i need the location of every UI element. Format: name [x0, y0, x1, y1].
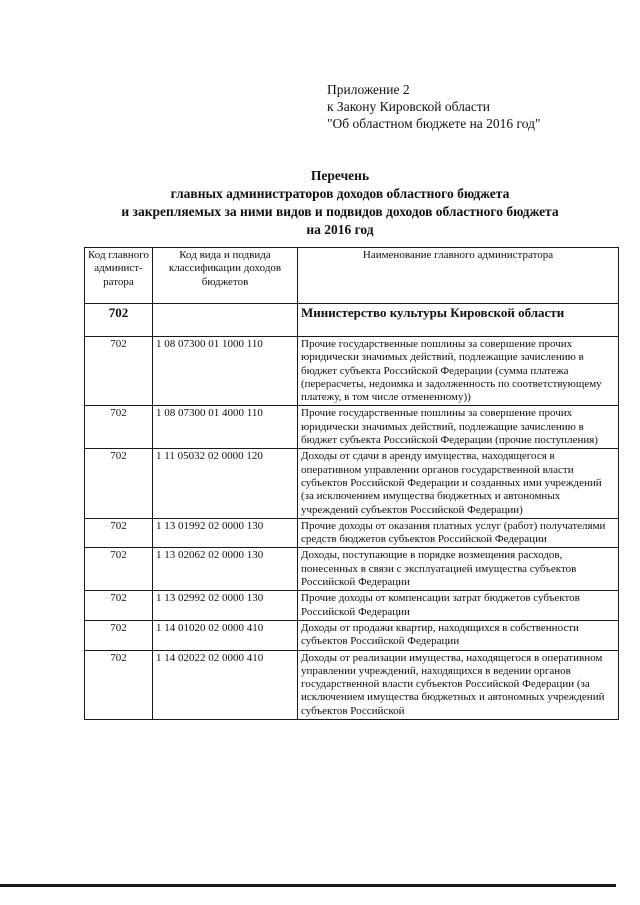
row-admin-code: 702 [85, 518, 153, 548]
row-kbk-code: 1 13 02062 02 0000 130 [153, 548, 298, 591]
appendix-line: Приложение 2 [327, 82, 410, 97]
row-income-name: Доходы, поступающие в порядке возмещения расходов, понесенных в связи с эксплуатацией имущества субъектов Российской Федерации [298, 548, 619, 591]
row-income-name: Прочие государственные пошлины за совершение прочих юридически значимых действий, подлежащие зачислению в бюджет субъекта Российской Федерации (прочие поступления) [298, 406, 619, 449]
row-kbk-code: 1 11 05032 02 0000 120 [153, 449, 298, 518]
row-income-name: Прочие государственные пошлины за совершение прочих юридически значимых действий, подлежащие зачислению в бюджет субъекта Российской Федерации (сумма платежа (перерасчеты, недоимка и задолженность по соответствующему платежу, в том числе отмененному)) [298, 337, 619, 406]
header-admin-name: Наименование главного администратора [298, 248, 619, 304]
title-line: Перечень [310, 168, 370, 183]
ministry-kbk [153, 304, 298, 337]
table-header-row [85, 248, 619, 304]
row-income-name: Прочие доходы от оказания платных услуг (работ) получателями средств бюджетов субъектов Российской Федерации [298, 518, 619, 548]
appendix-line: "Об областном бюджете на 2016 год" [327, 116, 541, 131]
title-line: на 2016 год [306, 222, 374, 237]
row-admin-code: 702 [85, 406, 153, 449]
row-admin-code: 702 [85, 449, 153, 518]
table-row [85, 591, 619, 621]
table-row [85, 406, 619, 449]
title-line: и закрепляемых за ними видов и подвидов доходов областного бюджета [121, 204, 559, 219]
row-admin-code: 702 [85, 650, 153, 719]
table-row [85, 518, 619, 548]
row-income-name: Доходы от реализации имущества, находящегося в оперативном управлении учреждений, находящихся в ведении органов государственной власти субъектов Российской Федерации (за исключением имущества бюджетных и автономных учреждений субъектов Российской [298, 650, 619, 719]
header-admin-code: Код главного админист-ратора [85, 248, 153, 304]
ministry-name: Министерство культуры Кировской области [298, 304, 619, 337]
page-bottom-rule [0, 884, 616, 887]
table-row [85, 449, 619, 518]
row-kbk-code: 1 08 07300 01 1000 110 [153, 337, 298, 406]
ministry-row [85, 304, 619, 337]
row-kbk-code: 1 14 02022 02 0000 410 [153, 650, 298, 719]
row-kbk-code: 1 13 02992 02 0000 130 [153, 591, 298, 621]
table-row [85, 337, 619, 406]
row-admin-code: 702 [85, 620, 153, 650]
header-kbk-code: Код вида и подвида классификации доходов бюджетов [153, 248, 298, 304]
table-row [85, 650, 619, 719]
row-income-name: Доходы от продажи квартир, находящихся в собственности субъектов Российской Федерации [298, 620, 619, 650]
table-row [85, 620, 619, 650]
row-income-name: Прочие доходы от компенсации затрат бюджетов субъектов Российской Федерации [298, 591, 619, 621]
table-row [85, 548, 619, 591]
row-income-name: Доходы от сдачи в аренду имущества, находящегося в оперативном управлении органов государственной власти субъектов Российской Федерации и созданных ими учреждений (за исключением имущества бюджетных и автономных учреждений субъектов Российской Федерации) [298, 449, 619, 518]
document-title [60, 167, 620, 239]
ministry-code: 702 [85, 304, 153, 337]
row-kbk-code: 1 08 07300 01 4000 110 [153, 406, 298, 449]
appendix-block [327, 81, 541, 132]
row-admin-code: 702 [85, 548, 153, 591]
row-admin-code: 702 [85, 591, 153, 621]
administrators-table [84, 247, 619, 720]
row-admin-code: 702 [85, 337, 153, 406]
appendix-line: к Закону Кировской области [327, 99, 491, 114]
row-kbk-code: 1 14 01020 02 0000 410 [153, 620, 298, 650]
row-kbk-code: 1 13 01992 02 0000 130 [153, 518, 298, 548]
title-line: главных администраторов доходов областного бюджета [170, 186, 510, 201]
